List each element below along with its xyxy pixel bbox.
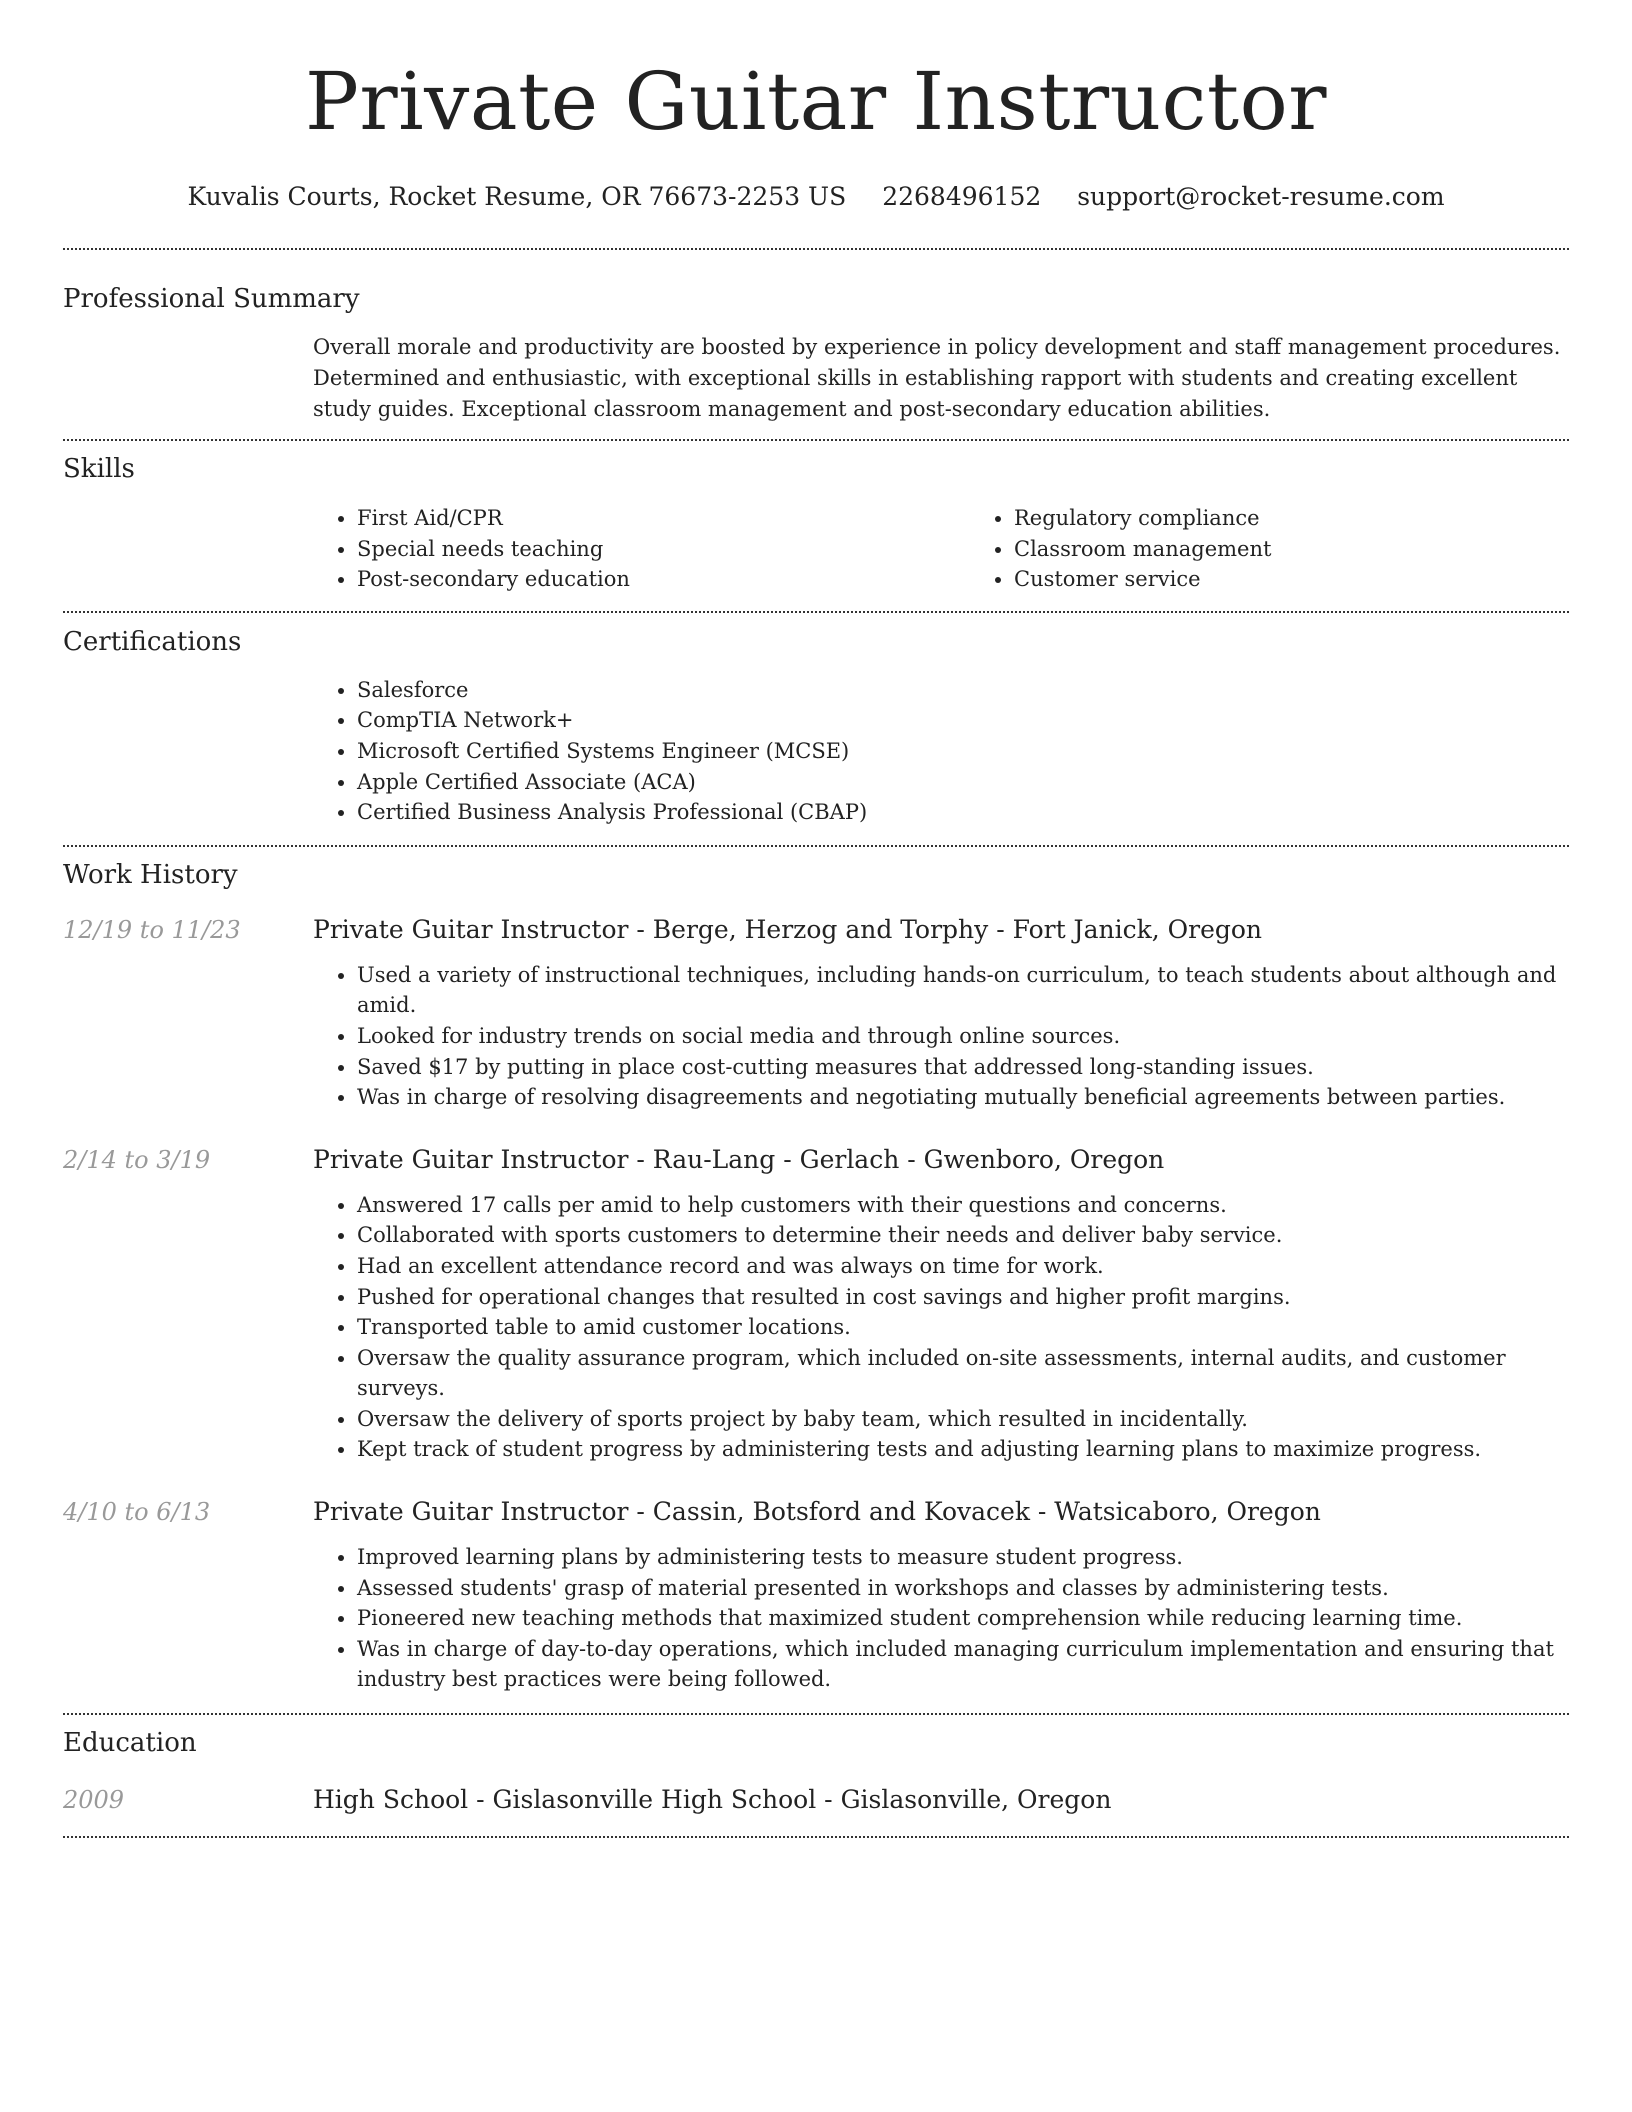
- education-heading: Education: [63, 1728, 197, 1759]
- certifications-list: [313, 675, 1569, 828]
- job-bullet: • Answered 17 calls per amid to help customers with their questions and concerns.: [357, 1190, 1569, 1221]
- job-entry: [63, 1494, 1569, 1695]
- job-dates: 4/10 to 6/13: [63, 1498, 211, 1527]
- contact-address: Kuvalis Courts, Rocket Resume, OR 76673-2253 US: [187, 182, 847, 211]
- certifications-section: [63, 613, 1569, 828]
- summary-section: [63, 250, 1569, 425]
- job-bullets: [313, 960, 1569, 1113]
- skill-item: • Regulatory compliance: [1014, 503, 1627, 534]
- job-bullet: • Transported table to amid customer locations.: [357, 1312, 1569, 1343]
- certifications-heading: Certifications: [63, 626, 242, 657]
- skills-section: [63, 441, 1569, 595]
- job-heading: Private Guitar Instructor - Cassin, Botsford and Kovacek - Watsicaboro, Oregon: [313, 1497, 1321, 1527]
- skills-list-right: [970, 503, 1627, 595]
- work-history-heading: Work History: [63, 859, 238, 890]
- job-bullet: • Oversaw the delivery of sports project by baby team, which resulted in incidentally.: [357, 1404, 1569, 1435]
- education-section: [63, 1715, 1569, 1818]
- job-dates: 2/14 to 3/19: [63, 1145, 211, 1174]
- job-bullet: • Was in charge of resolving disagreements and negotiating mutually beneficial agreements between parties.: [357, 1082, 1569, 1113]
- job-bullets: [313, 1190, 1569, 1465]
- contact-line: [63, 180, 1569, 214]
- certification-item: • Apple Certified Associate (ACA): [357, 767, 1569, 798]
- job-bullet: • Kept track of student progress by administering tests and adjusting learning plans to maximize progress.: [357, 1434, 1569, 1465]
- certification-item: • CompTIA Network+: [357, 705, 1569, 736]
- certification-item: • Certified Business Analysis Professional (CBAP): [357, 797, 1569, 828]
- job-entry: [63, 1142, 1569, 1465]
- skill-item: • Post-secondary education: [357, 564, 970, 595]
- job-bullet: • Pioneered new teaching methods that maximized student comprehension while reducing learning time.: [357, 1603, 1569, 1634]
- job-bullet: • Used a variety of instructional techniques, including hands-on curriculum, to teach students about although and amid.: [357, 960, 1569, 1021]
- contact-email: support@rocket-resume.com: [1077, 182, 1445, 211]
- certification-item: • Microsoft Certified Systems Engineer (MCSE): [357, 736, 1569, 767]
- job-bullet: • Oversaw the quality assurance program, which included on-site assessments, internal audits, and customer surveys.: [357, 1343, 1569, 1404]
- job-dates: 12/19 to 11/23: [63, 915, 241, 944]
- job-bullet: • Collaborated with sports customers to determine their needs and deliver baby service.: [357, 1220, 1569, 1251]
- skill-item: • Special needs teaching: [357, 534, 970, 565]
- skills-list-left: [313, 503, 970, 595]
- job-heading: Private Guitar Instructor - Rau-Lang - Gerlach - Gwenboro, Oregon: [313, 1144, 1165, 1174]
- job-bullet: • Was in charge of day-to-day operations, which included managing curriculum implementation and ensuring that industry best practices were being followed.: [357, 1634, 1569, 1695]
- skill-item: • First Aid/CPR: [357, 503, 970, 534]
- job-bullet: • Pushed for operational changes that resulted in cost savings and higher profit margins.: [357, 1282, 1569, 1313]
- skill-item: • Customer service: [1014, 564, 1627, 595]
- skill-item: • Classroom management: [1014, 534, 1627, 565]
- education-year: 2009: [63, 1786, 125, 1815]
- job-bullet: • Had an excellent attendance record and was always on time for work.: [357, 1251, 1569, 1282]
- job-bullet: • Saved $17 by putting in place cost-cutting measures that addressed long-standing issues.: [357, 1052, 1569, 1083]
- contact-phone: 2268496152: [882, 182, 1042, 211]
- summary-text: Overall morale and productivity are boosted by experience in policy development and staff management procedures. Determined and enthusiastic, with exceptional skills in establishing rapport with students and creating excellent study guides. Exceptional classroom management and post-secondary education abilities.: [313, 335, 1561, 421]
- work-history-section: [63, 847, 1569, 1695]
- job-bullet: • Improved learning plans by administering tests to measure student progress.: [357, 1542, 1569, 1573]
- summary-heading: Professional Summary: [63, 284, 360, 314]
- job-bullet: • Assessed students' grasp of material presented in workshops and classes by administering tests.: [357, 1573, 1569, 1604]
- divider: [63, 1836, 1569, 1838]
- education-heading-line: High School - Gislasonville High School - Gislasonville, Oregon: [313, 1785, 1112, 1815]
- job-heading: Private Guitar Instructor - Berge, Herzog and Torphy - Fort Janick, Oregon: [313, 914, 1263, 944]
- job-bullets: [313, 1542, 1569, 1695]
- skills-heading: Skills: [63, 454, 135, 484]
- job-bullet: • Looked for industry trends on social media and through online sources.: [357, 1021, 1569, 1052]
- resume-name-title: Private Guitar Instructor: [305, 55, 1327, 148]
- job-entry: [63, 912, 1569, 1113]
- certification-item: • Salesforce: [357, 675, 1569, 706]
